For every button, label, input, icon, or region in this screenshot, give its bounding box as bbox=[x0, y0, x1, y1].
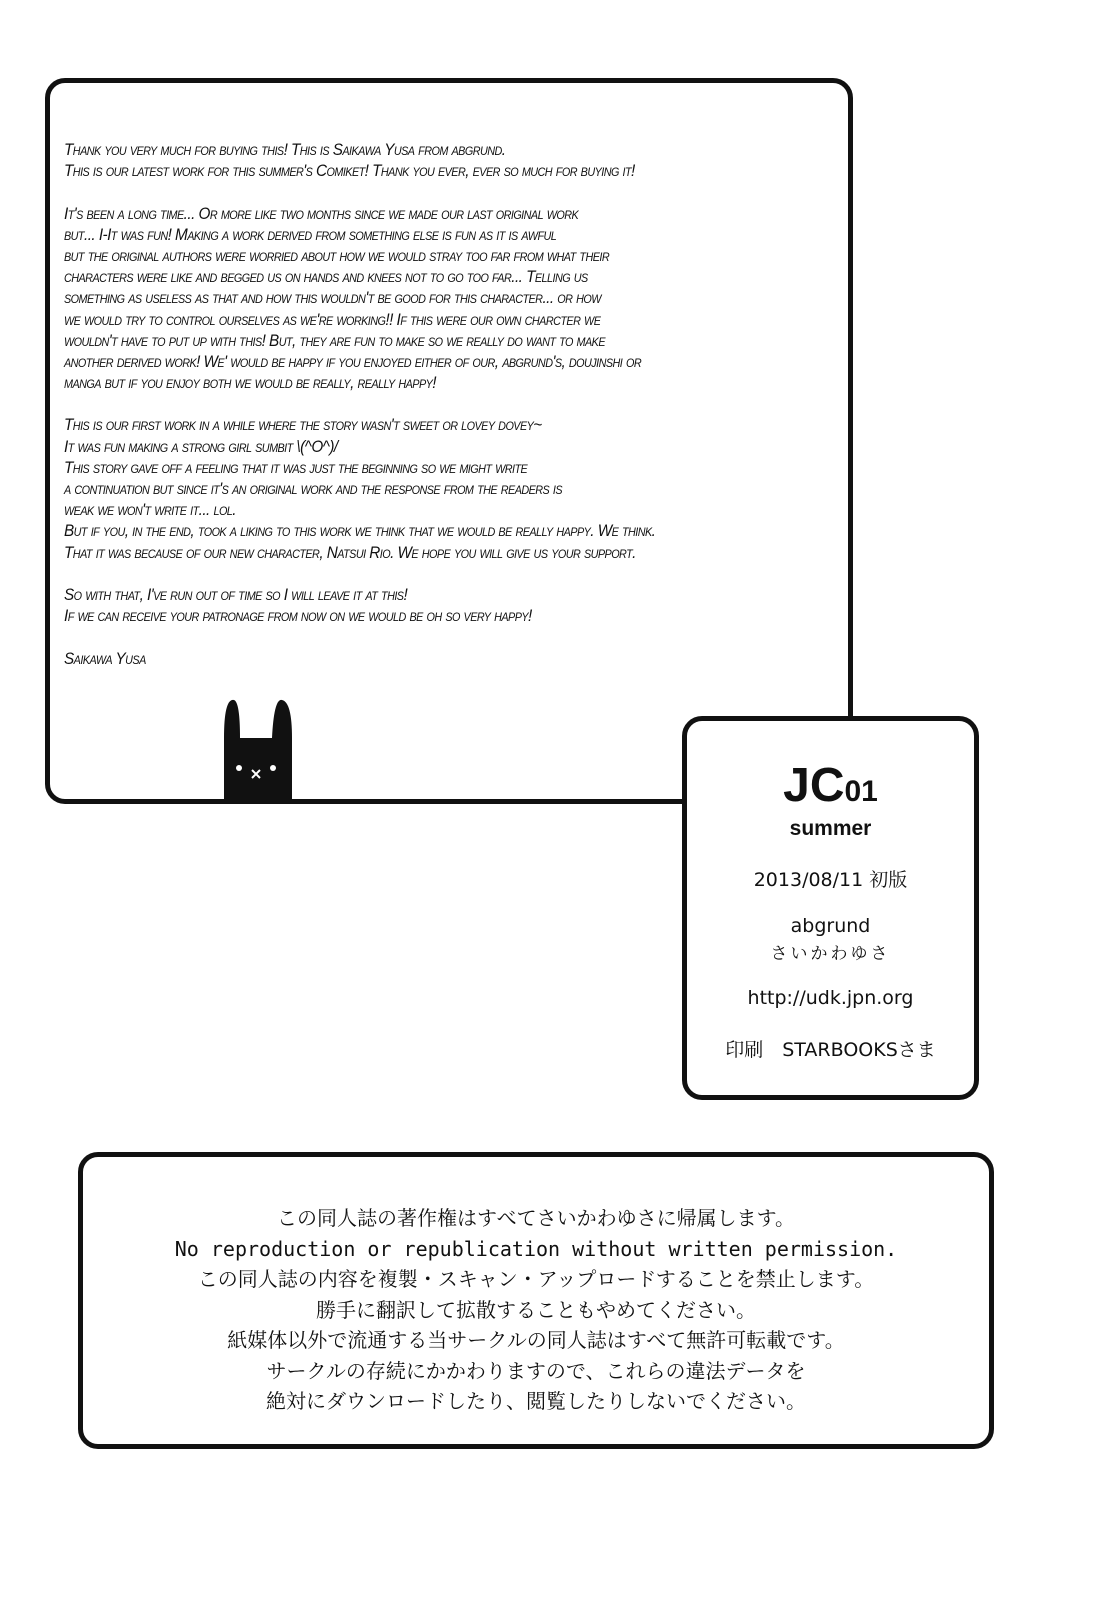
notice-line: 勝手に翻訳して拡散することもやめてください。 bbox=[316, 1297, 756, 1322]
text-line: Thank you very much for buying this! This is Saikawa Yusa from abgrund. bbox=[64, 140, 506, 159]
text-line: manga but if you enjoy both we would be really, really happy! bbox=[64, 373, 437, 393]
text-line: but... I-It was fun! Making a work derived from something else is fun as it is awful bbox=[64, 224, 557, 244]
afterword-box bbox=[45, 78, 853, 804]
author-name: さいかわゆさ bbox=[770, 944, 891, 964]
copyright-notice-box bbox=[78, 1152, 994, 1449]
text-line: we would try to control ourselves as we're working!! If this were our own charcter we bbox=[64, 309, 601, 329]
text-line: So with that, I've run out of time so I will leave it at this! bbox=[64, 584, 408, 604]
text-line: This is our first work in a while where the story wasn't sweet or lovey dovey~ bbox=[64, 415, 542, 435]
notice-line: サークルの存続にかかわりますので、これらの違法データを bbox=[266, 1358, 806, 1383]
text-line: If we can receive your patronage from now on we would be oh so very happy! bbox=[64, 606, 532, 626]
notice-line: No reproduction or republication without written permission. bbox=[174, 1236, 898, 1261]
website-url: http://udk.jpn.org bbox=[747, 987, 914, 1009]
subtitle: summer bbox=[789, 817, 872, 840]
text-line: It was fun making a strong girl sumbit \(^O^)/ bbox=[64, 436, 338, 456]
rabbit-mascot-icon bbox=[222, 698, 294, 802]
text-line bbox=[64, 563, 655, 584]
signature: Saikawa Yusa bbox=[64, 648, 146, 668]
text-line: This story gave off a feeling that it was just the beginning so we might write bbox=[64, 457, 528, 477]
colophon-box bbox=[682, 716, 979, 1100]
title-main: JC bbox=[783, 759, 845, 812]
notice-line: この同人誌の内容を複製・スキャン・アップロードすることを禁止します。 bbox=[197, 1267, 875, 1291]
text-line: But if you, in the end, took a liking to this work we think that we would be really happy. We think. bbox=[64, 521, 656, 541]
text-line bbox=[64, 393, 655, 414]
afterword-text bbox=[64, 139, 655, 669]
text-line: but the original authors were worried about how we would stray too far from what their bbox=[64, 245, 610, 265]
text-line: It's been a long time... Or more like two months since we made our last original work bbox=[64, 203, 579, 223]
text-line: weak we won't write it... lol. bbox=[64, 500, 236, 520]
text-line: This is our latest work for this summer's Comiket! Thank you ever, ever so much for buying it! bbox=[64, 161, 635, 181]
circle-name: abgrund bbox=[790, 915, 871, 937]
printer-credit: 印刷 STARBOOKSさま bbox=[725, 1039, 936, 1061]
text-line bbox=[64, 181, 655, 202]
text-line: wouldn't have to put up with this! But, they are fun to make so we really do want to make bbox=[64, 330, 605, 350]
text-line: characters were like and begged us on hands and knees not to go too far... Telling us bbox=[64, 267, 588, 287]
text-line: a continuation but since it's an original work and the response from the readers is bbox=[64, 479, 563, 498]
notice-line: この同人誌の著作権はすべてさいかわゆさに帰属します。 bbox=[277, 1206, 795, 1230]
notice-line: 紙媒体以外で流通する当サークルの同人誌はすべて無許可転載です。 bbox=[227, 1328, 845, 1352]
title-number: 01 bbox=[844, 775, 878, 808]
notice-line: 絶対にダウンロードしたり、閲覧したりしないでください。 bbox=[266, 1389, 806, 1413]
text-line: something as useless as that and how this wouldn't be good for this character... or how bbox=[64, 288, 601, 308]
book-title bbox=[687, 761, 974, 817]
text-line: another derived work! We' would be happy if you enjoyed either of our, abgrund's, doujinshi or bbox=[64, 351, 642, 371]
text-line bbox=[64, 626, 655, 647]
text-line: That it was because of our new character, Natsui Rio. We hope you will give us your support. bbox=[64, 542, 636, 562]
publication-date: 2013/08/11 初版 bbox=[753, 869, 908, 891]
